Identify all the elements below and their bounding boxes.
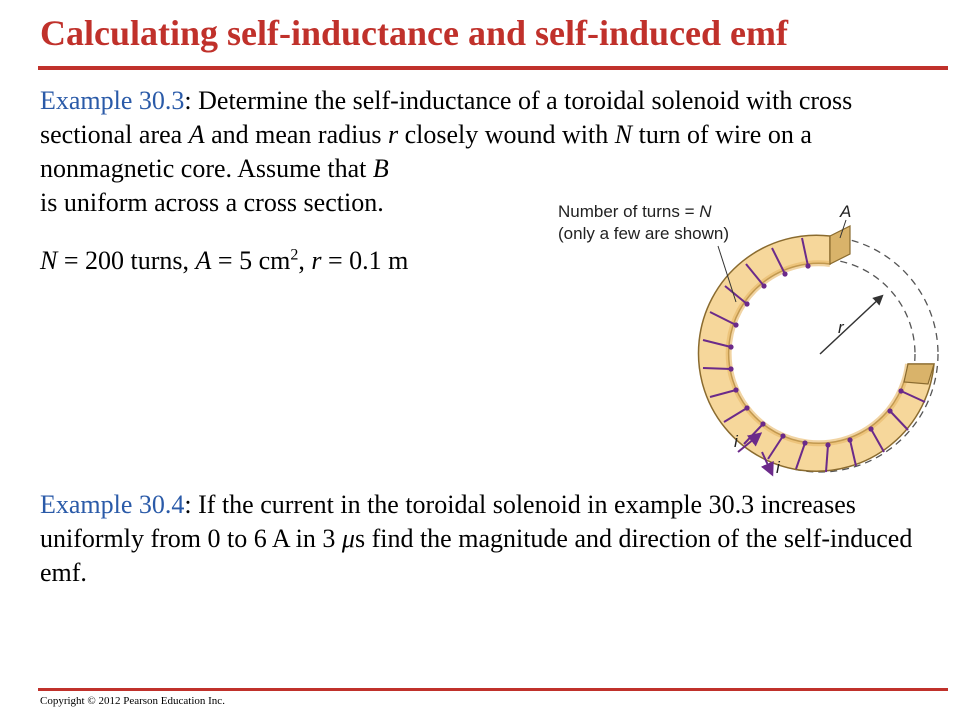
var-A: A xyxy=(188,120,205,149)
example-30-4-text-b: s find the magnitude and direction of the self-induced emf. xyxy=(40,524,913,587)
area-label: A xyxy=(840,202,852,221)
example-30-3-text-d: turn of wire on a nonmagnetic core. Assume that xyxy=(40,120,812,183)
var-r: r xyxy=(387,120,399,149)
copyright-text: Copyright © 2012 Pearson Education Inc. xyxy=(40,695,225,707)
given-N: N xyxy=(40,246,58,275)
current-label-1: i xyxy=(734,432,738,451)
slide-title: Calculating self-inductance and self-induced emf xyxy=(40,13,789,53)
given-separator: , xyxy=(298,246,312,275)
example-30-4-label: Example 30.4 xyxy=(40,490,185,519)
var-B: B xyxy=(372,154,389,183)
top-cut-face xyxy=(830,226,850,264)
example-30-3-text-b: and mean radius xyxy=(204,120,388,149)
right-cut-face xyxy=(904,364,934,384)
radius-arrow xyxy=(820,296,882,354)
example-30-3-text-c: closely wound with xyxy=(398,120,615,149)
example-30-4-paragraph xyxy=(40,488,920,590)
toroid-figure xyxy=(550,194,950,484)
given-a-exponent: 2 xyxy=(290,246,299,264)
given-A: A xyxy=(195,246,212,275)
title-underline xyxy=(38,66,948,70)
mu-symbol: μ xyxy=(341,524,355,553)
given-r: r xyxy=(311,246,322,275)
turns-label-line2: (only a few are shown) xyxy=(558,224,730,243)
example-30-4-text-a: : If the current in the toroidal solenoid in example 30.3 increases uniformly from 0 to 6 A in 3 xyxy=(40,490,856,553)
var-N: N xyxy=(614,120,633,149)
radius-label: r xyxy=(838,318,844,337)
example-30-3-text-e: is uniform across a cross section. xyxy=(40,188,384,217)
example-30-3-label: Example 30.3 xyxy=(40,86,185,115)
footer-rule xyxy=(38,688,948,691)
given-n-value: = 200 turns, xyxy=(57,246,196,275)
given-values xyxy=(40,244,408,278)
example-30-3-text-a: : Determine the self-inductance of a toroidal solenoid with cross sectional area xyxy=(40,86,853,149)
turns-label-line1: Number of turns = N xyxy=(558,202,712,221)
current-label-2: i xyxy=(776,458,780,477)
given-a-value: = 5 cm xyxy=(211,246,291,275)
given-r-value: = 0.1 m xyxy=(321,246,409,275)
